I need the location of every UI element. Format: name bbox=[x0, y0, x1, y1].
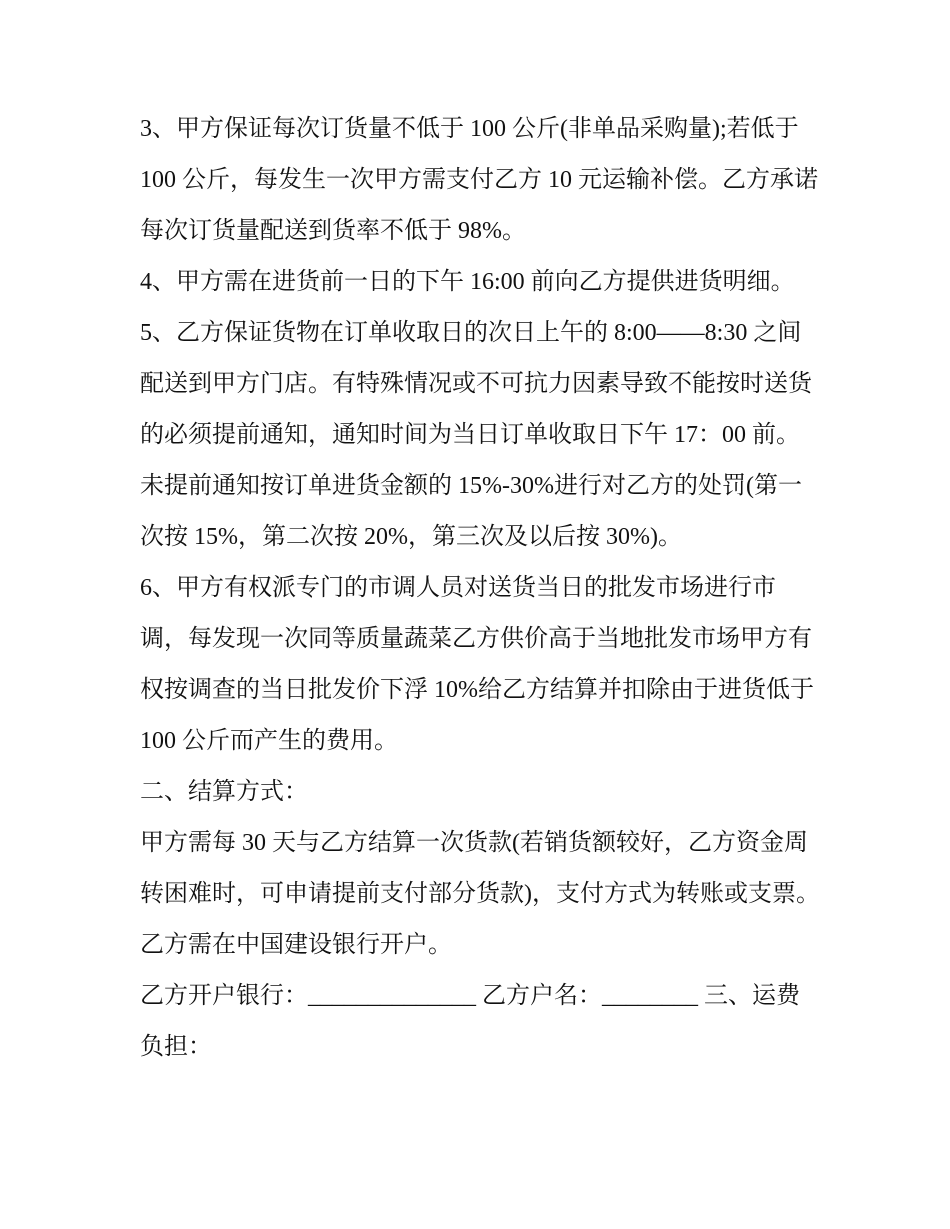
clause-5-delivery-time: 5、乙方保证货物在订单收取日的次日上午的 8:00——8:30 之间配送到甲方门店。有特殊情况或不可抗力因素导致不能按时送货的必须提前通知，通知时间为当日订单收取日下午 17：00 前。未提前通知按订单进货金额的 15%-30%进行对乙方的处罚(第一次按 15%，第二次按 20%，第三次及以后按 30%)。 bbox=[140, 320, 812, 550]
section-heading-settlement: 二、结算方式： bbox=[140, 779, 308, 805]
clause-4-order-details: 4、甲方需在进货前一日的下午 16:00 前向乙方提供进货明细。 bbox=[140, 269, 795, 295]
clause-6-market-survey: 6、甲方有权派专门的市调人员对送货当日的批发市场进行市调，每发现一次同等质量蔬菜乙方供价高于当地批发市场甲方有权按调查的当日批发价下浮 10%给乙方结算并扣除由于进货低于 100 公斤而产生的费用。 bbox=[140, 575, 814, 754]
settlement-terms: 甲方需每 30 天与乙方结算一次货款(若销货额较好，乙方资金周转困难时，可申请提前支付部分货款)，支付方式为转账或支票。乙方需在中国建设银行开户。 bbox=[140, 830, 820, 958]
clause-3-order-quantity: 3、甲方保证每次订货量不低于 100 公斤(非单品采购量);若低于 100 公斤，每发生一次甲方需支付乙方 10 元运输补偿。乙方承诺每次订货量配送到货率不低于 98%。 bbox=[140, 116, 818, 244]
document-body bbox=[140, 104, 820, 1073]
bank-account-line: 乙方开户银行：______________ 乙方户名：________ 三、运费负担： bbox=[140, 983, 800, 1060]
